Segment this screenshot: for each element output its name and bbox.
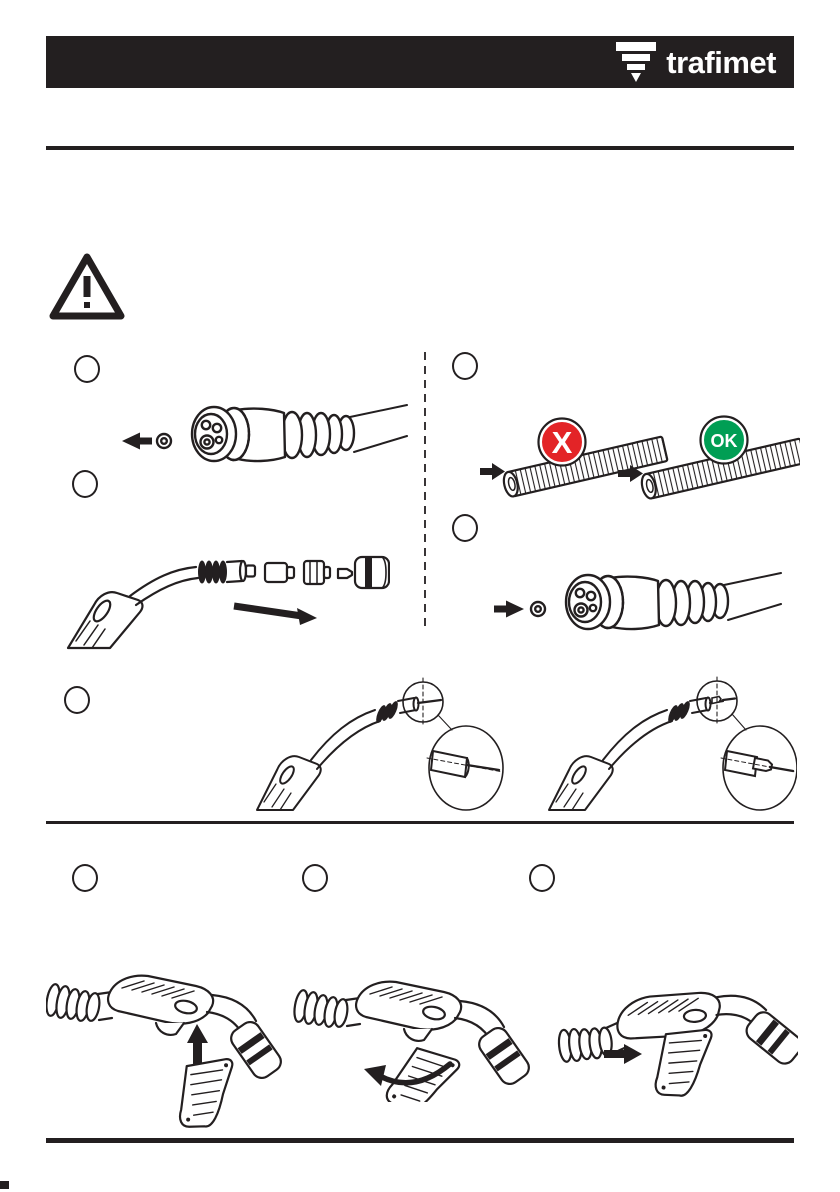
illustration-remove-front-parts (64, 548, 390, 650)
grip-drawing (179, 1055, 233, 1131)
step-circle-1 (74, 355, 100, 383)
illustration-swing-grip (292, 952, 544, 1102)
warning-triangle-icon (48, 250, 126, 324)
step-circle-2 (72, 470, 98, 498)
illustration-liner-detail-with-tip (545, 672, 797, 812)
arrow-right-icon (480, 463, 505, 480)
ok-badge-label: OK (710, 431, 738, 451)
torch-exploded-drawing (68, 557, 389, 648)
illustration-attach-grip (46, 948, 292, 1132)
header-bar (46, 36, 794, 88)
arrow-right-icon (494, 601, 524, 618)
torch-body-drawing (46, 976, 285, 1082)
header-divider-rule (46, 146, 794, 150)
column-divider (423, 352, 427, 630)
trafimet-funnel-icon (615, 42, 657, 82)
illustration-liner-cut-comparison (478, 410, 800, 500)
callout-detail (697, 677, 797, 810)
grip-drawing (383, 1038, 461, 1102)
arrow-up-icon (187, 1024, 208, 1064)
wrong-badge-label: X (551, 425, 573, 460)
section-divider-rule (46, 821, 794, 824)
illustration-unscrew-nut-from-connector (118, 400, 408, 466)
step-circle-6 (72, 864, 98, 892)
euro-connector-drawing (531, 573, 781, 629)
arrow-right-icon (297, 608, 317, 625)
torch-drawing (549, 698, 711, 811)
curved-arrow-left-icon (364, 1065, 386, 1086)
arrow-right-shaft (234, 606, 302, 616)
illustration-fit-nut-on-connector (492, 568, 782, 634)
euro-connector-drawing (157, 405, 407, 461)
brand-logo (615, 42, 776, 82)
bottom-rule (46, 1138, 794, 1143)
ok-badge (701, 417, 748, 464)
brand-logo-text: trafimet (666, 44, 776, 80)
illustration-slide-grip (552, 950, 798, 1134)
torch-drawing (257, 698, 419, 811)
step-circle-7 (302, 864, 328, 892)
arrow-left-icon (122, 433, 152, 450)
illustration-liner-detail-bare (253, 672, 505, 812)
step-circle-8 (529, 864, 555, 892)
page-edge-mark (0, 1181, 9, 1189)
step-circle-4 (452, 514, 478, 542)
step-circle-5 (64, 686, 90, 714)
step-circle-3 (452, 352, 478, 380)
wrong-badge (539, 419, 586, 466)
